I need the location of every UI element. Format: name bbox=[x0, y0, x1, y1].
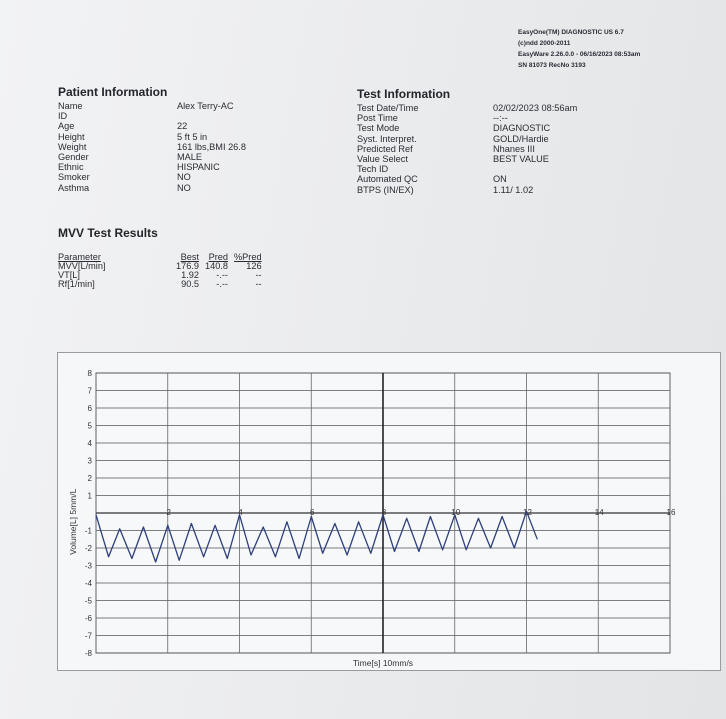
mvv-title: MVV Test Results bbox=[58, 226, 158, 240]
table-cell: 176.9 bbox=[176, 261, 199, 271]
field-value: DIAGNOSTIC bbox=[493, 123, 551, 134]
field-label: Asthma bbox=[58, 182, 90, 193]
field-label: Ethnic bbox=[58, 162, 84, 173]
y-tick-label: 5 bbox=[87, 421, 92, 431]
x-tick-label: 12 bbox=[523, 508, 532, 517]
header-line: (c)ndd 2000-2011 bbox=[518, 40, 571, 47]
field-label: Age bbox=[58, 121, 75, 132]
y-tick-label: -5 bbox=[84, 596, 92, 606]
test-labels bbox=[357, 103, 418, 195]
field-value: 5 ft 5 in bbox=[177, 131, 208, 142]
field-label: Test Mode bbox=[357, 123, 400, 134]
table-cell: -.-- bbox=[216, 270, 228, 280]
x-tick-label: 4 bbox=[238, 508, 243, 517]
field-label: ID bbox=[58, 111, 68, 122]
field-value: 161 lbs,BMI 26.8 bbox=[177, 141, 246, 152]
table-cell: 126 bbox=[246, 261, 262, 271]
field-label: Post Time bbox=[357, 113, 398, 124]
field-label: Automated QC bbox=[357, 174, 418, 185]
field-label: Weight bbox=[58, 141, 87, 152]
column-header: Pred bbox=[208, 252, 228, 262]
field-label: Value Select bbox=[357, 153, 408, 164]
column-header: Parameter bbox=[58, 252, 101, 262]
y-tick-label: -4 bbox=[84, 579, 92, 588]
x-tick-label: 10 bbox=[451, 508, 461, 517]
field-value: BEST VALUE bbox=[493, 153, 549, 164]
column-header: Best bbox=[180, 252, 199, 262]
table-cell: 1.92 bbox=[181, 270, 199, 280]
y-tick-label: 2 bbox=[87, 474, 92, 483]
volume-time-chart bbox=[58, 353, 720, 670]
field-value: 22 bbox=[177, 121, 188, 132]
patient-labels bbox=[58, 101, 90, 193]
field-label: Tech ID bbox=[357, 164, 389, 175]
header-line: EasyWare 2.26.0.0 - 06/16/2023 08:53am bbox=[518, 51, 641, 58]
field-value bbox=[177, 111, 246, 121]
field-value: 1.11/ 1.02 bbox=[493, 184, 534, 195]
field-label: Name bbox=[58, 101, 83, 111]
table-cell: -- bbox=[255, 279, 262, 289]
field-label: Test Date/Time bbox=[357, 103, 419, 113]
table-row bbox=[58, 262, 268, 271]
volume-time-chart-frame bbox=[57, 352, 721, 671]
field-value: MALE bbox=[177, 151, 203, 162]
table-cell: VT[L] bbox=[58, 270, 80, 280]
y-tick-label: -3 bbox=[84, 561, 92, 571]
table-cell: 140.8 bbox=[205, 261, 228, 271]
field-value: ON bbox=[493, 174, 507, 185]
table-cell: Rf[1/min] bbox=[58, 279, 95, 289]
x-tick-label: 16 bbox=[666, 508, 676, 517]
field-label: Smoker bbox=[58, 172, 90, 183]
field-value: --:-- bbox=[493, 113, 508, 124]
x-tick-label: 6 bbox=[310, 508, 315, 517]
x-tick-label: 2 bbox=[166, 508, 171, 517]
test-info-title: Test Information bbox=[357, 87, 451, 101]
table-cell: 90.5 bbox=[181, 279, 199, 289]
x-tick-label: 14 bbox=[594, 508, 604, 517]
device-header bbox=[518, 27, 640, 71]
y-tick-label: 4 bbox=[87, 439, 92, 448]
x-axis-label: Time[s] 10mm/s bbox=[352, 658, 414, 668]
y-tick-label: -7 bbox=[84, 631, 92, 641]
table-cell: -.-- bbox=[216, 279, 228, 289]
table-cell: -- bbox=[255, 270, 262, 280]
mvv-results-table bbox=[58, 252, 268, 289]
test-values bbox=[493, 103, 577, 195]
header-line: EasyOne(TM) DIAGNOSTIC US 6.7 bbox=[518, 29, 624, 36]
y-tick-label: -2 bbox=[84, 544, 92, 553]
header-line: SN 81073 RecNo 3193 bbox=[518, 62, 586, 69]
field-label: Gender bbox=[58, 151, 89, 162]
y-tick-label: -6 bbox=[84, 614, 92, 623]
patient-values bbox=[177, 101, 246, 193]
field-label: Predicted Ref bbox=[357, 143, 413, 154]
patient-info-title: Patient Information bbox=[58, 85, 168, 99]
field-value: 02/02/2023 08:56am bbox=[493, 103, 578, 113]
column-header: %Pred bbox=[234, 252, 262, 262]
y-tick-label: 1 bbox=[87, 491, 92, 501]
y-tick-label: 3 bbox=[87, 456, 92, 466]
field-label: Syst. Interpret. bbox=[357, 133, 417, 144]
x-tick-label: 8 bbox=[381, 508, 387, 517]
field-label: Height bbox=[58, 131, 85, 142]
field-label: BTPS (IN/EX) bbox=[357, 184, 414, 195]
y-tick-label: -8 bbox=[84, 649, 92, 658]
table-row bbox=[58, 280, 268, 289]
field-value: Nhanes III bbox=[493, 143, 535, 154]
y-tick-label: -1 bbox=[84, 526, 92, 536]
y-tick-label: 7 bbox=[87, 386, 92, 396]
y-tick-label: 6 bbox=[87, 404, 92, 413]
field-value: Alex Terry-AC bbox=[177, 101, 234, 111]
table-cell: MVV[L/min] bbox=[58, 261, 106, 271]
field-value: GOLD/Hardie bbox=[493, 133, 549, 144]
field-value: NO bbox=[177, 172, 191, 183]
y-tick-label: 8 bbox=[87, 369, 92, 378]
field-value: HISPANIC bbox=[177, 162, 220, 173]
field-value bbox=[493, 164, 577, 174]
y-axis-label: Volume[L] 5mm/L bbox=[68, 488, 78, 555]
field-value: NO bbox=[177, 182, 191, 193]
